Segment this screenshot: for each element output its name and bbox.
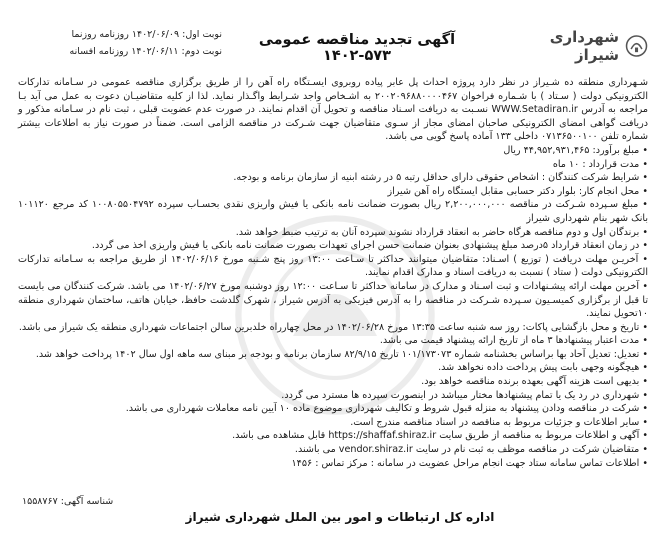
list-item: • مبلغ برآورد: ۴۴,۹۵۲,۹۳۱,۴۶۵ ریال: [18, 144, 648, 158]
issuer-signature: اداره کل ارتباطات و امور بین الملل شهرداری شیراز: [185, 510, 495, 524]
list-item: • شرکت در مناقصه ودادن پیشنهاد به منزله قبول شروط و تکالیف شهرداری موضوع ماده ۱۰ آیین نامه معاملات شهرداری می باشد.: [18, 402, 648, 416]
publication-dates: [22, 26, 222, 60]
list-item: • بدیهی است هزینه آگهی بعهده برنده مناقصه خواهد بود.: [18, 375, 648, 389]
notice-body: [18, 76, 648, 496]
conditions-list: [18, 144, 648, 470]
list-item: • محل انجام کار: بلوار دکتر حسابی مقابل ایستگاه راه آهن شیراز: [18, 185, 648, 199]
list-item: • تاریخ و محل بازگشایی پاکات: روز سه شنبه ساعت ۱۳:۳۵ مورخ ۱۴۰۲/۰۶/۲۸ در محل چهارراه خلدبرین سالن اجتماعات شهرداری منطقه یک شیراز می باشد.: [18, 321, 648, 335]
list-item: • آخرین مهلت ارائه پیشـنهادات و ثبت اسـناد و مدارک در سامانه حداکثر تا سـاعت ۱۲:۰۰ روز دوشنبه مورخ ۱۴۰۲/۰۶/۲۷ می باشد. شرکت کنندگان می بایست تا قبل از برگزاری کمیسـیون سـپرده شـرکت در مناقصه را به آدرس فیزیکی به آدرس شیراز ، شهرک گلدشت حافظ، خیابان هاتف، ساختمان شهرداری منطقه ۱۰تحویل نمایند.: [18, 280, 648, 321]
intro-paragraph: شـهرداری منطقه ده شـیراز در نظر دارد پروژه احداث پل عابر پیاده روبروی ایسـتگاه راه آهن را از طریق برگزاری مناقصه عمومی در سـامانه تدارکات الکترونیکی دولت ( سـتاد ) با شـماره فراخوان ۲۰۰۲۰۹۶۸۸۰۰۰۰۴۶۷ به اشـخاص واجد شـرایط واگـذار نماید. لذا از کلیه متقاضیـان دعوت به عمل می آید بـا مراجعه به آدرس WWW.Setadiran.ir نسـبت به دریافت اسـناد مناقصه و تحویل آن اقدام نمایند. در صورت عدم عضویت قبلی ، ثبت نام در سـامانه مذکور و دریافت گواهی امضای الکترونیکی صاحبان امضای مجاز از سـوی متقاضیان جهت شـرکت در مناقصه الزامی است. ضمناً در صورت نیاز به اطلاعات بیشتر شماره تلفن ۰۷۱۳۶۵۰۰۱۰۰ داخلی ۱۳۳ آماده پاسخ گویی می باشد.: [18, 77, 649, 143]
list-item: • آخریـن مهلت دریافت ( توزیع ) اسـناد: متقاضیان میتوانند حداکثر تا سـاعت ۱۳:۰۰ روز پنج شـنبه مورخ ۱۴۰۲/۰۶/۱۶ از طریق مراجعه به سـامانه تدارکات الکترونیکی دولت ( ستاد ) نسبت به دریافت اسناد و مدارک اقدام نمایند.: [18, 253, 648, 280]
list-item: • آگهی و اطلاعات مربوط به مناقصه از طریق سایت https://shaffaf.shiraz.ir قابل مشاهده می باشد.: [18, 429, 648, 443]
notice-title: آگهی تجدید مناقصه عمومی ۵۷۳-۱۴۰۲: [258, 32, 456, 64]
list-item: • تعدیل: تعدیل آحاد بها براساس بخشنامه شماره ۱۰۱/۱۷۳۰۷۳ تاریخ ۸۲/۹/۱۵ سازمان برنامه و بودجه بر مبنای سه ماهه اول سال ۱۴۰۲ پرداخت خواهد شد.: [18, 348, 648, 362]
shiraz-municipality-logo: [528, 24, 648, 68]
municipality-logo-icon: [625, 31, 648, 61]
list-item: • برندگان اول و دوم مناقصه هرگاه حاضر به انعقاد قرارداد نشوند سپرده آنان به ترتیب ضبط خواهد شد.: [18, 226, 648, 240]
notice-second-date: نوبت دوم: ۱۴۰۲/۰۶/۱۱ روزنامه افسانه: [69, 46, 222, 57]
list-item: • مدت قرارداد : ۱۰ ماه: [18, 158, 648, 172]
notice-first-date: نوبت اول: ۱۴۰۲/۰۶/۰۹ روزنامه روزنما: [71, 29, 222, 40]
list-item: • شهرداری در رد یک یا تمام پیشنهادها مختار میباشد در اینصورت سپرده ها مسترد می گردد.: [18, 389, 648, 403]
list-item: • مبلغ سـپرده شـرکت در مناقصه ۲,۲۰۰,۰۰۰,۰۰۰ ریال بصورت ضمانت نامه بانکی یا فیش واریزی نقدی بحسـاب سپرده ۱۰۰۸۰۵۵۰۴۷۹۲ کد مرجع ۱۰۱۱۲۰ بانک شهر بنام شهرداری شیراز: [18, 198, 648, 225]
notice-header: [22, 22, 648, 70]
list-item: • اطلاعات تماس سامانه ستاد جهت انجام مراحل عضویت در سامانه : مرکز تماس : ۱۴۵۶: [18, 457, 648, 471]
list-item: • هیچگونه وجهی بابت پیش پرداخت داده نخواهد شد.: [18, 361, 648, 375]
list-item: • مدت اعتبار پیشنهادها ۳ ماه از تاریخ ارائه پیشنهاد قیمت می باشد.: [18, 334, 648, 348]
list-item: • در زمان انعقاد قرارداد ۵درصد مبلغ پیشنهادی بعنوان ضمانت حسن اجرای تعهدات بصورت ضمانت نامه بانکی یا فیش واریزی اخذ می گردد.: [18, 239, 648, 253]
list-item: • سایر اطلاعات و جزئیات مربوط به مناقصه در اسناد مناقصه مندرج است.: [18, 416, 648, 430]
list-item: • متقاضیان شرکت در مناقصه موظف به ثبت نام در سایت vendor.shiraz.ir می باشند.: [18, 443, 648, 457]
list-item: • شرایط شرکت کنندگان : اشخاص حقوقی دارای حداقل رتبه ۵ در رشته ابنیه از سازمان برنامه و بودجه.: [18, 171, 648, 185]
logo-text: شهرداری شیراز: [549, 28, 619, 64]
ad-id: شناسه آگهی: ۱۵۵۸۷۶۷: [22, 496, 114, 507]
